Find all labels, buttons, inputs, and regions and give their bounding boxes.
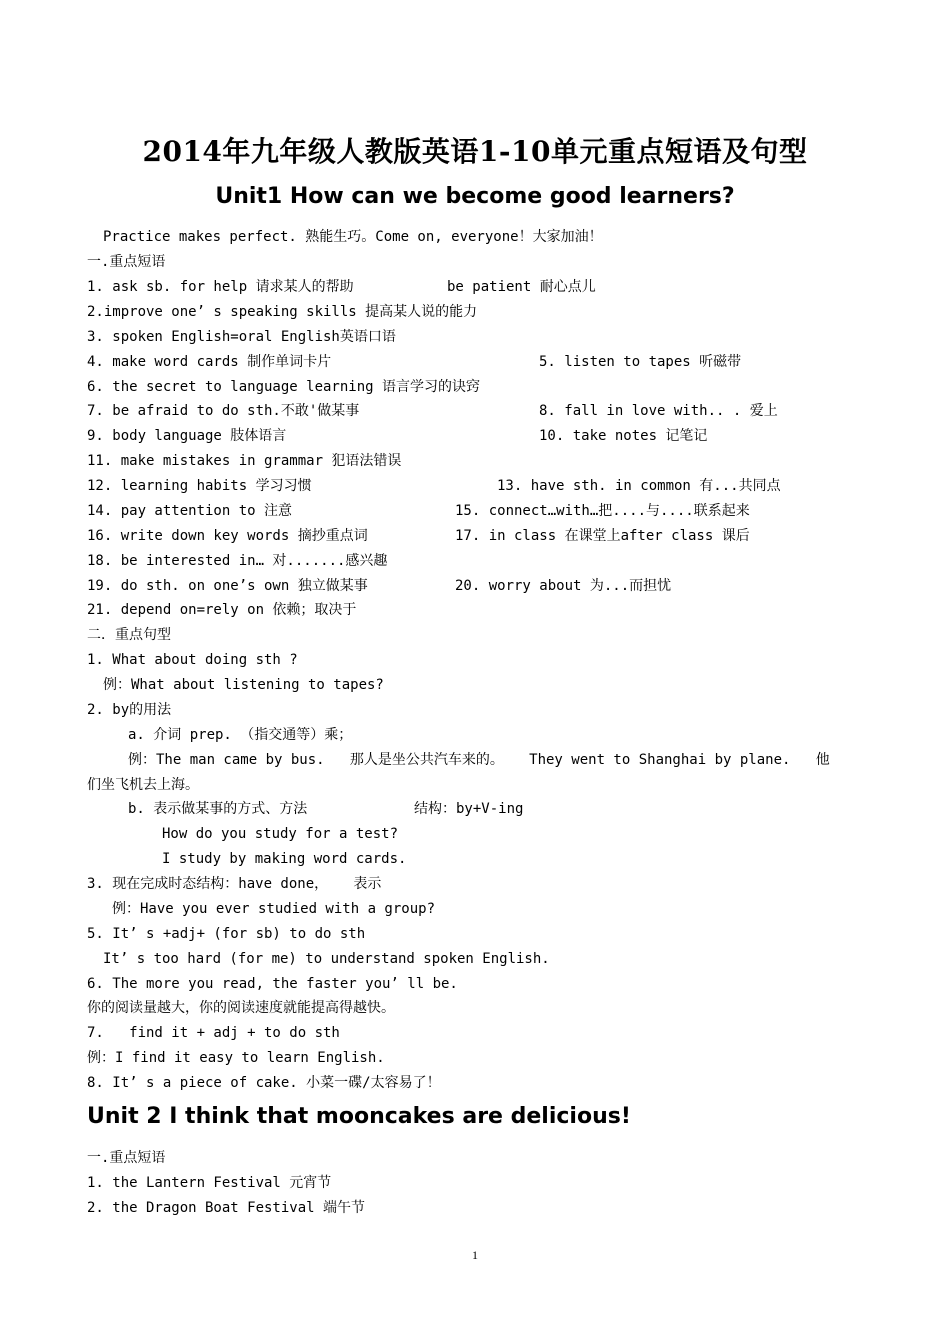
- unit1-phrase-1b: be patient 耐心点儿: [447, 279, 596, 295]
- unit1-phrase-8: 8. fall in love with.. . 爱上: [539, 403, 778, 419]
- unit1-sentence-5: 5. It’ s +adj+ (for sb) to do sth: [87, 926, 366, 942]
- unit2-phrases-header: 一.重点短语: [87, 1150, 166, 1166]
- unit1-phrase-19: 19. do sth. on one’s own 独立做某事: [87, 578, 368, 594]
- unit1-phrase-5: 5. listen to tapes 听磁带: [539, 354, 742, 370]
- unit1-sentence-2b-structure: 结构：by+V-ing: [414, 801, 524, 817]
- unit1-sentence-2b-question: How do you study for a test?: [162, 826, 399, 842]
- unit1-phrase-15: 15. connect…with…把....与....联系起来: [455, 503, 750, 519]
- unit1-sentence-5-example: It’ s too hard (for me) to understand spoken English.: [103, 951, 550, 967]
- unit1-sentence-3: 3. 现在完成时态结构：have done， 表示: [87, 876, 382, 892]
- unit1-phrase-1: 1. ask sb. for help 请求某人的帮助: [87, 279, 354, 295]
- unit1-sentence-6-translation: 你的阅读量越大，你的阅读速度就能提高得越快。: [87, 1000, 395, 1016]
- unit1-phrase-4: 4. make word cards 制作单词卡片: [87, 354, 332, 370]
- unit1-phrase-13: 13. have sth. in common 有...共同点: [497, 478, 781, 494]
- unit1-sentence-6: 6. The more you read, the faster you’ ll be.: [87, 976, 458, 992]
- unit1-sentence-1: 1. What about doing sth ?: [87, 652, 298, 668]
- unit1-sentence-7: 7. find it + adj + to do sth: [87, 1025, 340, 1041]
- unit1-phrase-16: 16. write down key words 摘抄重点词: [87, 528, 368, 544]
- unit1-phrase-2: 2.improve one’ s speaking skills 提高某人说的能力: [87, 304, 478, 320]
- unit1-phrase-6: 6. the secret to language learning 语言学习的诀窍: [87, 379, 481, 395]
- unit1-sentence-7-example: 例：I find it easy to learn English.: [87, 1050, 385, 1066]
- unit1-phrase-20: 20. worry about 为...而担忧: [455, 578, 672, 594]
- page-number: 1: [472, 1248, 478, 1262]
- unit1-sentence-2a-example-cont: 们坐飞机去上海。: [87, 777, 199, 793]
- unit1-sentence-3-example: 例：Have you ever studied with a group?: [112, 901, 436, 917]
- unit2-heading: Unit 2 I think that mooncakes are delicious!: [87, 1104, 631, 1129]
- unit1-phrase-3: 3. spoken English=oral English英语口语: [87, 329, 396, 345]
- unit1-phrase-14: 14. pay attention to 注意: [87, 503, 293, 519]
- unit1-phrase-11: 11. make mistakes in grammar 犯语法错误: [87, 453, 402, 469]
- unit1-sentences-header: 二．重点句型: [87, 627, 171, 643]
- unit1-phrase-7: 7. be afraid to do sth.不敢'做某事: [87, 403, 360, 419]
- unit2-phrase-2: 2. the Dragon Boat Festival 端午节: [87, 1200, 366, 1216]
- unit1-phrase-21: 21. depend on=rely on 依赖；取决于: [87, 602, 357, 618]
- document-title: 2014年九年级人教版英语1-10单元重点短语及句型: [142, 135, 808, 168]
- unit1-phrase-12: 12. learning habits 学习习惯: [87, 478, 312, 494]
- unit1-sentence-2a-example: 例：The man came by bus. 那人是坐公共汽车来的。 They went to Shanghai by plane. 他: [128, 752, 830, 768]
- unit1-phrase-10: 10. take notes 记笔记: [539, 428, 708, 444]
- unit1-motto: Practice makes perfect. 熟能生巧。Come on, everyone！大家加油！: [103, 229, 603, 245]
- unit1-sentence-2a: a. 介词 prep. （指交通等）乘；: [128, 727, 353, 743]
- unit1-phrase-18: 18. be interested in… 对.......感兴趣: [87, 553, 388, 569]
- unit1-phrases-header: 一.重点短语: [87, 254, 166, 270]
- unit1-heading: Unit1 How can we become good learners?: [215, 184, 735, 209]
- unit1-sentence-2: 2. by的用法: [87, 702, 172, 718]
- unit1-sentence-1-example: 例：What about listening to tapes?: [103, 677, 384, 693]
- unit1-phrase-17: 17. in class 在课堂上after class 课后: [455, 528, 750, 544]
- unit1-sentence-8: 8. It’ s a piece of cake. 小菜一碟/太容易了！: [87, 1075, 441, 1091]
- unit1-sentence-2b: b. 表示做某事的方式、方法: [128, 801, 308, 817]
- unit1-phrase-9: 9. body language 肢体语言: [87, 428, 287, 444]
- unit2-phrase-1: 1. the Lantern Festival 元宵节: [87, 1175, 332, 1191]
- unit1-sentence-2b-answer: I study by making word cards.: [162, 851, 407, 867]
